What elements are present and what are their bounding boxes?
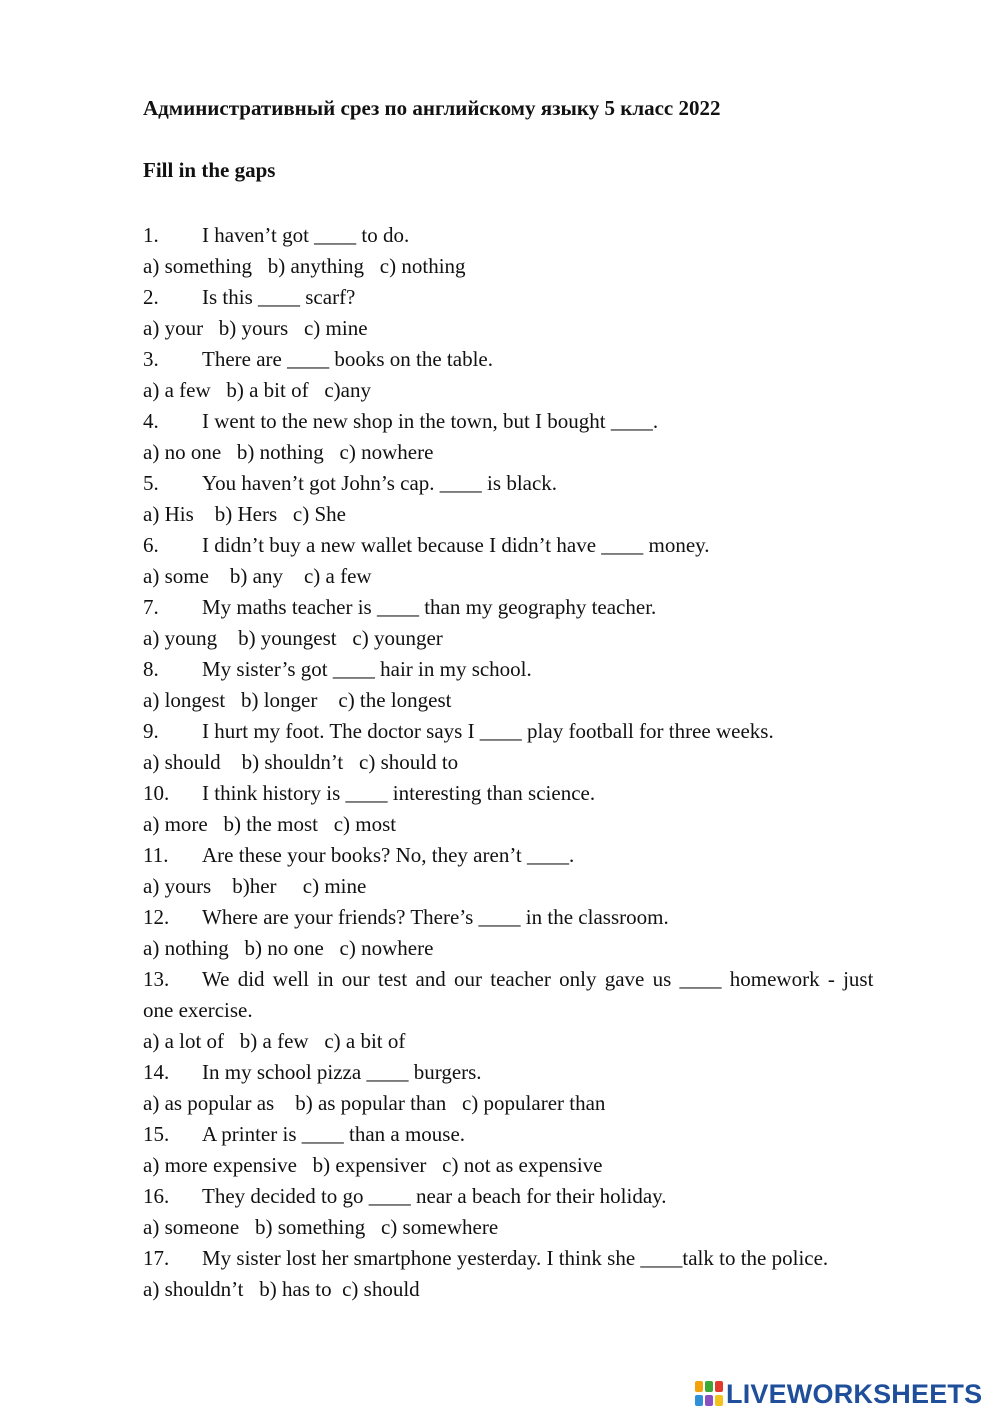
question-number: 1. xyxy=(143,223,159,247)
question-item xyxy=(143,778,933,840)
answer-options: a) young b) youngest c) younger xyxy=(143,626,443,650)
answer-options: a) His b) Hers c) She xyxy=(143,502,346,526)
question-item xyxy=(143,716,933,778)
question-text: Are these your books? No, they aren’t ____. xyxy=(202,843,575,867)
question-number: 6. xyxy=(143,533,159,557)
question-text: Is this ____ scarf? xyxy=(202,285,356,309)
question-item xyxy=(143,902,933,964)
question-number: 12. xyxy=(143,905,170,929)
question-item xyxy=(143,964,933,1057)
answer-options: a) a lot of b) a few c) a bit of xyxy=(143,1029,406,1053)
answer-options: a) someone b) something c) somewhere xyxy=(143,1215,499,1239)
question-number: 2. xyxy=(143,285,159,309)
answer-options: a) more b) the most c) most xyxy=(143,812,397,836)
question-list xyxy=(143,220,933,1305)
question-number: 4. xyxy=(143,409,159,433)
question-number: 10. xyxy=(143,781,170,805)
answer-options: a) a few b) a bit of c)any xyxy=(143,378,371,402)
question-number: 3. xyxy=(143,347,159,371)
question-text: I went to the new shop in the town, but I bought ____. xyxy=(202,409,659,433)
liveworksheets-logo xyxy=(695,1377,982,1411)
question-text: I hurt my foot. The doctor says I ____ play football for three weeks. xyxy=(202,719,774,743)
question-item xyxy=(143,468,933,530)
question-number: 15. xyxy=(143,1122,170,1146)
question-item xyxy=(143,220,933,282)
question-number: 17. xyxy=(143,1246,170,1270)
question-item xyxy=(143,840,933,902)
page-title: Административный срез по английскому языку 5 класс 2022 xyxy=(143,96,721,120)
answer-options: a) should b) shouldn’t c) should to xyxy=(143,750,459,774)
question-item xyxy=(143,282,933,344)
question-number: 9. xyxy=(143,719,159,743)
question-item xyxy=(143,1119,933,1181)
question-item xyxy=(143,654,933,716)
question-text: You haven’t got John’s cap. ____ is black. xyxy=(202,471,558,495)
answer-options: a) shouldn’t b) has to c) should xyxy=(143,1277,420,1301)
answer-options: a) some b) any c) a few xyxy=(143,564,372,588)
question-text: I haven’t got ____ to do. xyxy=(202,223,410,247)
question-number: 5. xyxy=(143,471,159,495)
question-text: My sister’s got ____ hair in my school. xyxy=(202,657,532,681)
answer-options: a) something b) anything c) nothing xyxy=(143,254,466,278)
answer-options: a) your b) yours c) mine xyxy=(143,316,368,340)
answer-options: a) longest b) longer c) the longest xyxy=(143,688,452,712)
question-text: There are ____ books on the table. xyxy=(202,347,493,371)
question-number: 11. xyxy=(143,843,169,867)
question-number: 13. xyxy=(143,967,170,991)
answer-options: a) yours b)her c) mine xyxy=(143,874,367,898)
answer-options: a) nothing b) no one c) nowhere xyxy=(143,936,434,960)
question-text: In my school pizza ____ burgers. xyxy=(202,1060,482,1084)
liveworksheets-logo-icon xyxy=(695,1381,723,1407)
question-number: 8. xyxy=(143,657,159,681)
question-number: 16. xyxy=(143,1184,170,1208)
question-item xyxy=(143,344,933,406)
instruction-heading: Fill in the gaps xyxy=(143,158,276,182)
question-text: I didn’t buy a new wallet because I didn’t have ____ money. xyxy=(202,533,710,557)
question-number: 7. xyxy=(143,595,159,619)
question-item xyxy=(143,1181,933,1243)
question-item xyxy=(143,406,933,468)
question-item xyxy=(143,530,933,592)
question-number: 14. xyxy=(143,1060,170,1084)
logo-text: LIVEWORKSHEETS xyxy=(726,1378,983,1409)
question-text: A printer is ____ than a mouse. xyxy=(202,1122,466,1146)
question-text: I think history is ____ interesting than science. xyxy=(202,781,596,805)
question-item xyxy=(143,1243,933,1305)
answer-options: a) no one b) nothing c) nowhere xyxy=(143,440,434,464)
question-item xyxy=(143,1057,933,1119)
question-text-continued: one exercise. xyxy=(143,998,253,1022)
question-item xyxy=(143,592,933,654)
question-text: They decided to go ____ near a beach for their holiday. xyxy=(202,1184,667,1208)
answer-options: a) as popular as b) as popular than c) popularer than xyxy=(143,1091,606,1115)
question-text: My sister lost her smartphone yesterday. I think she ____talk to the police. xyxy=(202,1246,829,1270)
question-text: We did well in our test and our teacher only gave us ____ homework - just xyxy=(202,967,874,991)
question-text: Where are your friends? There’s ____ in the classroom. xyxy=(202,905,669,929)
answer-options: a) more expensive b) expensiver c) not as expensive xyxy=(143,1153,603,1177)
question-text: My maths teacher is ____ than my geography teacher. xyxy=(202,595,657,619)
